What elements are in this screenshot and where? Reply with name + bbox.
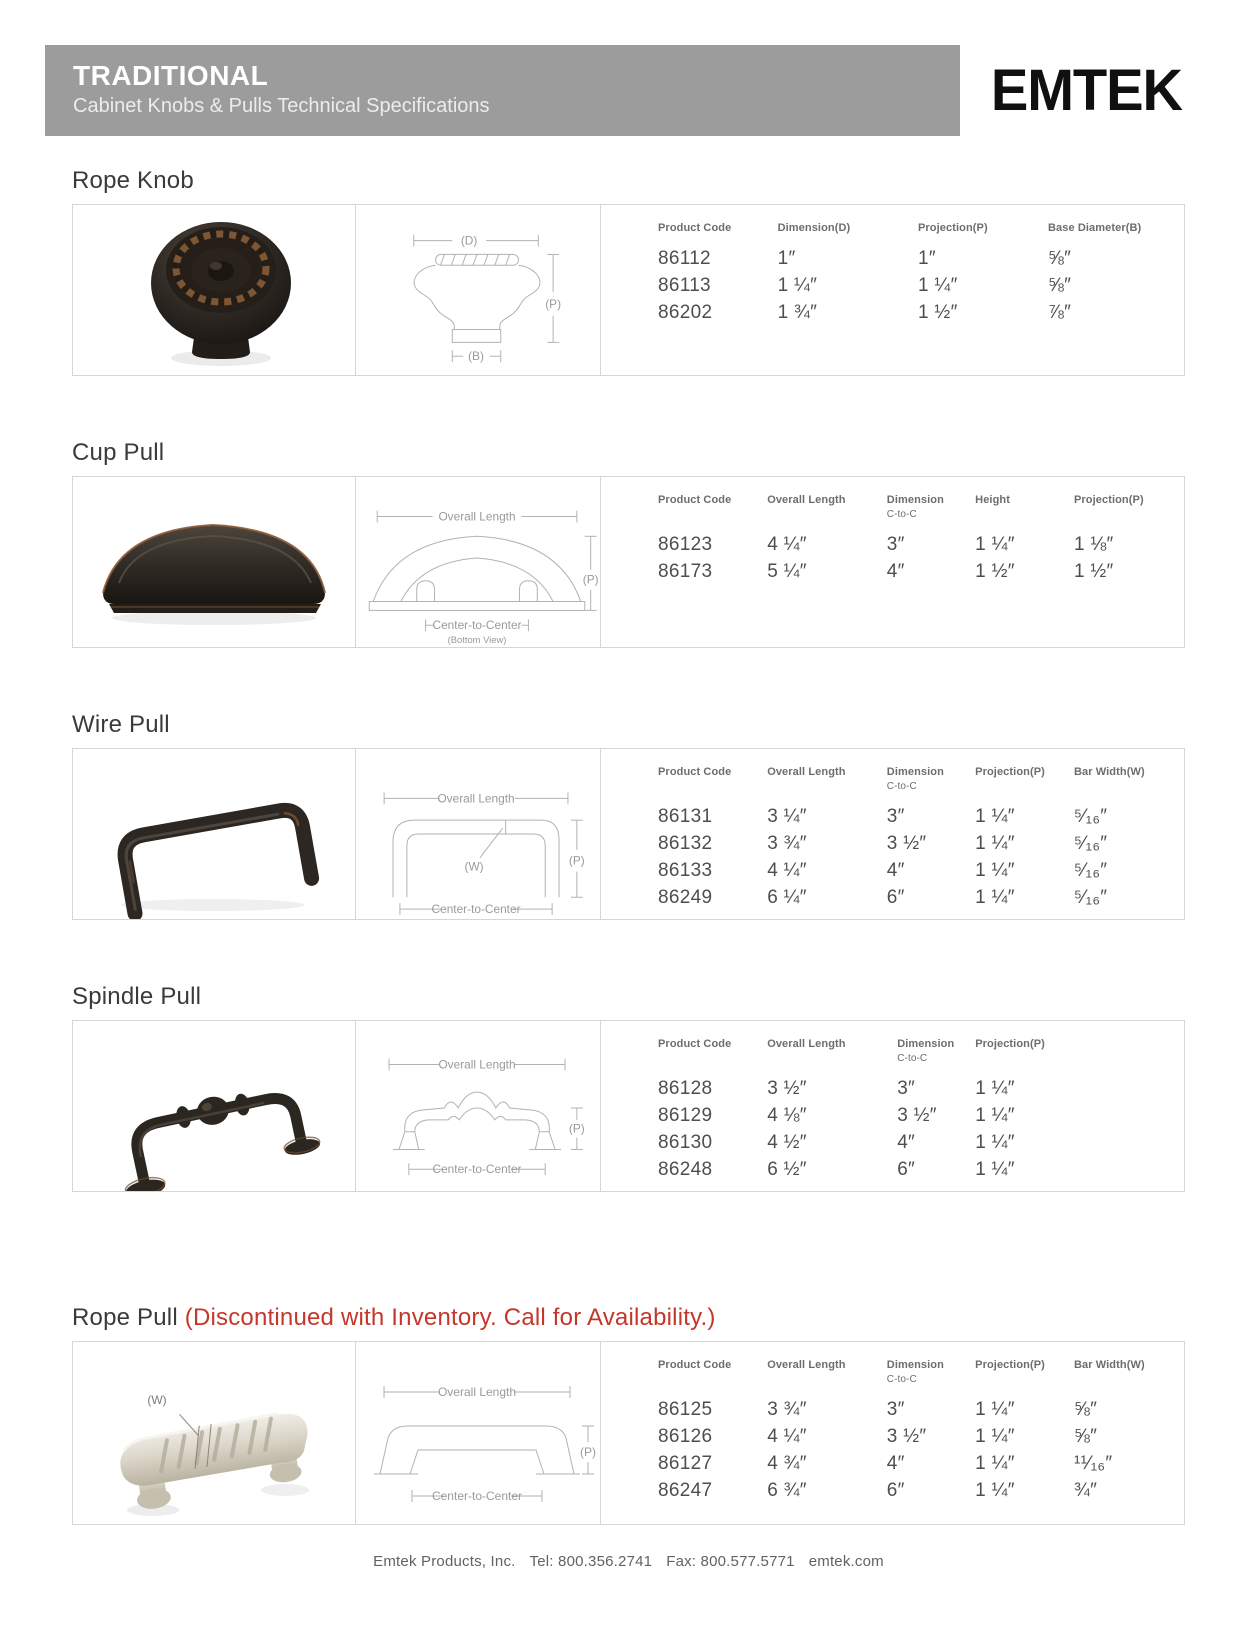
spec-cell: ⅝″ bbox=[1073, 1399, 1098, 1420]
spec-cell: 1 ¼″ bbox=[975, 1399, 1015, 1420]
spec-cell: 1 ¼″ bbox=[975, 1105, 1015, 1126]
footer-tel: Tel: 800.356.2741 bbox=[529, 1553, 653, 1570]
section-spindle-pull bbox=[72, 983, 1185, 1192]
rope-pull-photo-image bbox=[73, 1342, 356, 1524]
spec-cell: ¹¹⁄₁₆″ bbox=[1073, 1453, 1113, 1474]
header-row bbox=[658, 766, 1178, 804]
section-title: Rope Knob bbox=[72, 167, 194, 194]
spec-cell: ⅝″ bbox=[1047, 275, 1072, 296]
brand-area bbox=[960, 45, 1212, 136]
spec-cell: 86173 bbox=[658, 561, 713, 582]
cup-pull-photo-image bbox=[73, 477, 356, 647]
spec-cell: 1 ¼″ bbox=[777, 275, 818, 296]
spec-row bbox=[658, 831, 1178, 858]
column-header: Dimension(D) bbox=[777, 222, 851, 234]
column-header: Product Code bbox=[658, 494, 732, 506]
dim-label-overall: Overall Length bbox=[437, 791, 515, 806]
spec-cell: 4 ½″ bbox=[767, 1132, 807, 1153]
spec-row bbox=[658, 1157, 1178, 1184]
spec-cell: 1 ½″ bbox=[917, 302, 958, 323]
column-header: Projection(P) bbox=[917, 222, 988, 234]
spec-cell: 86132 bbox=[658, 833, 713, 854]
dim-label-c2c: Center-to-Center bbox=[431, 1489, 523, 1503]
footer-fax: Fax: 800.577.5771 bbox=[666, 1553, 795, 1570]
column-header: Base Diameter(B) bbox=[1047, 222, 1142, 234]
dim-label-b: (B) bbox=[468, 349, 484, 364]
spec-row bbox=[658, 273, 1178, 300]
spec-cell: 1 ½″ bbox=[1073, 561, 1114, 582]
spec-cell: ¾″ bbox=[1073, 1480, 1098, 1501]
spec-cell: 1 ½″ bbox=[975, 561, 1015, 582]
spec-cell: 3 ½″ bbox=[886, 1426, 927, 1447]
spec-cell: 6 ¾″ bbox=[767, 1480, 807, 1501]
spec-panel bbox=[72, 1020, 1185, 1192]
column-header: Bar Width(W) bbox=[1073, 1359, 1145, 1371]
column-header: Product Code bbox=[658, 222, 732, 234]
rope-pull-diagram bbox=[356, 1342, 601, 1524]
page-header bbox=[45, 45, 1212, 136]
spec-cell: 4″ bbox=[886, 860, 905, 881]
dim-label-c2c: Center-to-Center bbox=[432, 1162, 522, 1177]
spec-cell: 86247 bbox=[658, 1480, 713, 1501]
spec-cell: 6″ bbox=[886, 887, 905, 908]
spec-cell: 3″ bbox=[886, 806, 905, 827]
column-header: Overall Length bbox=[767, 1359, 846, 1371]
spec-cell: 1 ¼″ bbox=[975, 1078, 1015, 1099]
spec-row bbox=[658, 1424, 1178, 1451]
knob-outline bbox=[414, 254, 540, 342]
spec-cell: 4 ⅛″ bbox=[767, 1105, 807, 1126]
spec-cell: 1 ¼″ bbox=[917, 275, 958, 296]
spec-row bbox=[658, 804, 1178, 831]
spec-cell: 4″ bbox=[886, 561, 905, 582]
spec-cell: 4″ bbox=[886, 1453, 905, 1474]
spec-cell: 86123 bbox=[658, 534, 713, 555]
spec-cell: 86202 bbox=[658, 302, 713, 323]
spec-cell: 3 ¾″ bbox=[767, 833, 807, 854]
spec-cell: 3″ bbox=[886, 1399, 905, 1420]
spec-cell: 1 ¼″ bbox=[975, 887, 1015, 908]
discontinued-notice: (Discontinued with Inventory. Call for Availability.) bbox=[184, 1304, 716, 1331]
spec-cell: 1 ¼″ bbox=[975, 833, 1015, 854]
spec-cell: 6 ½″ bbox=[767, 1159, 807, 1180]
spec-table bbox=[658, 494, 1178, 586]
spec-panel bbox=[72, 1341, 1185, 1525]
section-title: Rope Pull (Discontinued with Inventory. Call for Availability.) bbox=[72, 1304, 716, 1331]
spindle-outline bbox=[393, 1092, 561, 1149]
spec-cell: ⁵⁄₁₆″ bbox=[1073, 833, 1108, 854]
cup-pull-photo bbox=[73, 477, 356, 647]
spec-cell: 86133 bbox=[658, 860, 713, 881]
rope-knob-specs bbox=[601, 205, 1184, 375]
dim-label-overall: Overall Length bbox=[437, 1385, 517, 1399]
cup-pull-specs bbox=[601, 477, 1184, 647]
spec-cell: 4 ¾″ bbox=[767, 1453, 807, 1474]
column-header: Dimension C-to-C bbox=[886, 1359, 944, 1385]
dim-label-p: (P) bbox=[580, 1445, 596, 1459]
spec-cell: 3 ¼″ bbox=[767, 806, 807, 827]
spec-cell: 1 ¼″ bbox=[975, 1426, 1015, 1447]
column-header: Dimension C-to-C bbox=[886, 494, 944, 520]
rope-knob-render bbox=[151, 222, 291, 366]
dim-label-d: (D) bbox=[460, 233, 478, 248]
footer-site: emtek.com bbox=[808, 1553, 884, 1570]
cup-outline bbox=[369, 536, 584, 610]
photo-dim-label-w: (W) bbox=[147, 1393, 167, 1407]
spec-cell: ⁵⁄₁₆″ bbox=[1073, 806, 1108, 827]
header-row bbox=[658, 1359, 1178, 1397]
dim-label-overall: Overall Length bbox=[438, 1057, 516, 1072]
view-caption: (Bottom View) bbox=[447, 635, 507, 646]
column-header: Dimension C-to-C bbox=[886, 766, 944, 792]
spec-panel bbox=[72, 748, 1185, 920]
spec-row bbox=[658, 1103, 1178, 1130]
section-title: Wire Pull bbox=[72, 711, 170, 738]
cup-pull-render bbox=[103, 525, 325, 625]
column-header: Overall Length bbox=[767, 494, 846, 506]
section-title: Cup Pull bbox=[72, 439, 165, 466]
column-header: Overall Length bbox=[767, 1038, 846, 1050]
spec-cell: 3 ¾″ bbox=[767, 1399, 807, 1420]
column-header: Projection(P) bbox=[1073, 494, 1144, 506]
spindle-pull-photo bbox=[73, 1021, 356, 1191]
rope-pull-photo bbox=[73, 1342, 356, 1524]
rope-knob-photo bbox=[73, 205, 356, 375]
spec-cell: ⅞″ bbox=[1047, 302, 1072, 323]
spec-row bbox=[658, 1397, 1178, 1424]
section-wire-pull bbox=[72, 711, 1185, 920]
dim-label-overall: Overall Length bbox=[438, 509, 516, 524]
wire-pull-photo bbox=[73, 749, 356, 919]
spec-cell: 1 ¼″ bbox=[975, 534, 1015, 555]
spec-cell: 86128 bbox=[658, 1078, 713, 1099]
spec-cell: ⁵⁄₁₆″ bbox=[1073, 887, 1108, 908]
column-header: Projection(P) bbox=[975, 1038, 1045, 1050]
dim-label-p: (P) bbox=[568, 1121, 585, 1136]
spec-cell: 86130 bbox=[658, 1132, 713, 1153]
spec-row bbox=[658, 1130, 1178, 1157]
rope-pull-specs bbox=[601, 1342, 1184, 1524]
wire-pull-photo-image bbox=[73, 749, 356, 919]
page-footer bbox=[0, 1553, 1257, 1570]
spec-cell: 86112 bbox=[658, 248, 711, 269]
footer-company: Emtek Products, Inc. bbox=[373, 1553, 516, 1570]
spec-cell: ⅝″ bbox=[1047, 248, 1072, 269]
spec-cell: 1″ bbox=[777, 248, 796, 269]
spec-cell: 1 ¼″ bbox=[975, 1132, 1015, 1153]
column-header: Product Code bbox=[658, 766, 732, 778]
page-subtitle: Cabinet Knobs & Pulls Technical Specifications bbox=[73, 95, 490, 118]
spindle-pull-specs bbox=[601, 1021, 1184, 1191]
spec-cell: ⅝″ bbox=[1073, 1426, 1098, 1447]
spec-row bbox=[658, 1451, 1178, 1478]
spec-cell: 1 ¼″ bbox=[975, 1453, 1015, 1474]
spec-cell: 1 ¼″ bbox=[975, 860, 1015, 881]
spec-cell: 1 ¼″ bbox=[975, 806, 1015, 827]
spec-row bbox=[658, 1076, 1178, 1103]
dim-label-p: (P) bbox=[582, 572, 599, 587]
spec-cell: 1 ⅛″ bbox=[1073, 534, 1114, 555]
column-header: Product Code bbox=[658, 1038, 732, 1050]
spec-cell: 3 ½″ bbox=[886, 833, 927, 854]
spec-cell: 1 ¼″ bbox=[975, 1159, 1015, 1180]
spec-row bbox=[658, 300, 1178, 327]
spec-cell: 3″ bbox=[897, 1078, 916, 1099]
spec-cell: 86249 bbox=[658, 887, 713, 908]
column-header: Height bbox=[975, 494, 1010, 506]
spec-row bbox=[658, 885, 1178, 912]
rope-knob-diagram bbox=[356, 205, 601, 375]
spec-cell: 86131 bbox=[658, 806, 713, 827]
spec-row bbox=[658, 559, 1178, 586]
column-header: Overall Length bbox=[767, 766, 846, 778]
spec-cell: 86113 bbox=[658, 275, 711, 296]
spec-cell: 1″ bbox=[917, 248, 936, 269]
spec-cell: 86125 bbox=[658, 1399, 713, 1420]
spec-table bbox=[658, 222, 1178, 327]
spec-cell: 3 ½″ bbox=[767, 1078, 807, 1099]
spec-cell: 4″ bbox=[897, 1132, 916, 1153]
section-cup-pull bbox=[72, 439, 1185, 648]
spec-panel bbox=[72, 476, 1185, 648]
spec-table bbox=[658, 766, 1178, 912]
spec-cell: 6″ bbox=[897, 1159, 916, 1180]
spindle-pull-photo-image bbox=[73, 1021, 356, 1191]
emtek-logo: EMTEK bbox=[990, 58, 1182, 123]
wire-pull-render bbox=[121, 807, 312, 913]
section-rope-pull bbox=[72, 1304, 1185, 1525]
column-header: Product Code bbox=[658, 1359, 732, 1371]
dim-label-c2c: Center-to-Center bbox=[432, 618, 522, 633]
wire-pull-specs bbox=[601, 749, 1184, 919]
rope-knob-photo-image bbox=[73, 205, 356, 375]
wire-pull-diagram bbox=[356, 749, 601, 919]
column-header: Projection(P) bbox=[975, 1359, 1045, 1371]
spec-cell: 86126 bbox=[658, 1426, 713, 1447]
column-header: Projection(P) bbox=[975, 766, 1045, 778]
header-row bbox=[658, 494, 1178, 532]
spec-cell: ⁵⁄₁₆″ bbox=[1073, 860, 1108, 881]
spec-cell: 3 ½″ bbox=[897, 1105, 937, 1126]
section-rope-knob bbox=[72, 167, 1185, 376]
collection-title: TRADITIONAL bbox=[73, 60, 269, 91]
cup-pull-diagram bbox=[356, 477, 601, 647]
spec-cell: 5 ¼″ bbox=[767, 561, 807, 582]
dim-label-c2c: Center-to-Center bbox=[431, 902, 521, 917]
spec-cell: 6″ bbox=[886, 1480, 905, 1501]
header-row bbox=[658, 1038, 1178, 1076]
spec-table bbox=[658, 1038, 1178, 1184]
spec-cell: 86127 bbox=[658, 1453, 713, 1474]
dim-label-w: (W) bbox=[464, 859, 484, 874]
spec-panel bbox=[72, 204, 1185, 376]
spec-cell: 4 ¼″ bbox=[767, 1426, 807, 1447]
spec-row bbox=[658, 858, 1178, 885]
spec-row bbox=[658, 246, 1178, 273]
spec-cell: 4 ¼″ bbox=[767, 860, 807, 881]
rope-pull-render bbox=[114, 1393, 315, 1516]
spec-cell: 86248 bbox=[658, 1159, 713, 1180]
dim-label-p: (P) bbox=[545, 296, 562, 311]
spindle-pull-render bbox=[110, 1077, 323, 1191]
column-header: Dimension C-to-C bbox=[897, 1038, 955, 1064]
header-banner bbox=[45, 45, 960, 136]
column-header: Bar Width(W) bbox=[1073, 766, 1145, 778]
spec-row bbox=[658, 532, 1178, 559]
spindle-pull-diagram bbox=[356, 1021, 601, 1191]
spec-cell: 4 ¼″ bbox=[767, 534, 807, 555]
dim-label-p: (P) bbox=[568, 853, 585, 868]
rope-pull-outline bbox=[374, 1426, 580, 1474]
spec-cell: 86129 bbox=[658, 1105, 713, 1126]
spec-cell: 1 ¼″ bbox=[975, 1480, 1015, 1501]
spec-cell: 1 ¾″ bbox=[777, 302, 818, 323]
spec-row bbox=[658, 1478, 1178, 1505]
section-title: Spindle Pull bbox=[72, 983, 202, 1010]
spec-cell: 3″ bbox=[886, 534, 905, 555]
header-row bbox=[658, 222, 1178, 246]
spec-cell: 6 ¼″ bbox=[767, 887, 807, 908]
spec-table bbox=[658, 1359, 1178, 1505]
